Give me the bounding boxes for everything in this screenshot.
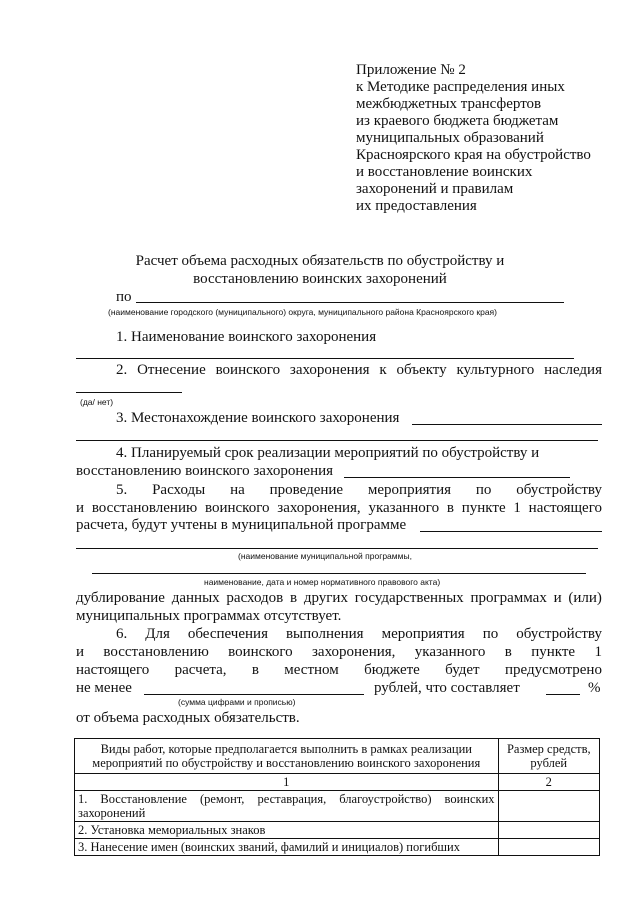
word: и [553,590,562,606]
item6-rubles-text: рублей, что составляет [374,680,520,696]
word: расходов [226,590,284,606]
word: настоящего [528,500,602,516]
word: проведение [269,482,344,498]
word: по [475,482,492,498]
item2-input-line[interactable] [76,392,182,393]
po-input-line[interactable] [136,302,564,303]
item4-input-line[interactable] [344,477,570,478]
po-label: по [116,289,132,305]
item1-label: 1. Наименование воинского захоронения [116,329,377,345]
item6-percent-sign: % [588,680,601,696]
appendix-line: муниципальных образований [356,130,544,146]
word: наследия [544,362,602,378]
word: 5. [116,482,128,498]
item6-line2 [76,643,602,661]
word: на [230,482,245,498]
word: дублирование [76,590,165,606]
appendix-line: Красноярского края на обустройство [356,147,591,163]
word: настоящего [76,662,150,678]
word: указанного [368,500,440,516]
title-line: Расчет объема расходных обязательств по обустройству и [135,253,505,269]
word: воинского [228,644,293,660]
table-row [75,822,600,839]
word: в [446,500,454,516]
word: Отнесение [137,362,206,378]
item5-line1 [116,481,602,499]
col1-number: 1 [75,774,499,791]
table-row [75,791,600,822]
appendix-line: их предоставления [356,198,477,214]
header-works: Виды работ, которые предполагается выполнить в рамках реализации мероприятий по обустройству и восстановлению воинского захоронения [75,739,499,774]
word: предусмотрено [504,662,602,678]
item5-input-line-c[interactable] [92,573,586,574]
item4-line2: восстановлению воинского захоронения [76,463,334,479]
amount-cell[interactable] [498,791,599,822]
word: программах [470,590,547,606]
word: будет [445,662,480,678]
item5-input-line-b[interactable] [76,548,598,549]
word: объекту [396,362,447,378]
word: пункте [531,644,576,660]
works-cell: 3. Нанесение имен (воинских званий, фамилий и инициалов) погибших [75,839,499,856]
appendix-block [356,62,591,215]
word: обеспечения [187,626,268,642]
word: восстановлению [103,644,209,660]
appendix-line: Приложение № 2 [356,62,466,78]
word: и [76,644,85,660]
item6-percent-input-line[interactable] [546,694,580,695]
word: обустройству [516,482,602,498]
item5-line3: расчета, будут учтены в муниципальной программе [76,517,407,533]
appendix-line: из краевого бюджета бюджетам [356,113,559,129]
word: захоронения, [277,500,361,516]
works-cell: 2. Установка мемориальных знаков [75,822,499,839]
item6-last-line: от объема расходных обязательств. [76,710,300,726]
word: восстановлению [91,500,198,516]
word: (или) [568,590,602,606]
item5-line4 [76,589,602,607]
word: в [504,644,512,660]
item2-caption: (да/ нет) [80,397,114,407]
word: и [76,500,85,516]
amount-cell[interactable] [498,822,599,839]
word: Для [145,626,170,642]
item6-not-less: не менее [76,680,132,696]
item5-input-line-a[interactable] [420,531,602,532]
word: захоронения [289,362,370,378]
word: 6. [116,626,128,642]
word: местном [284,662,339,678]
word: выполнения [285,626,364,642]
word: к [379,362,387,378]
title-line: восстановлению воинских захоронений [193,271,447,287]
word: мероприятия [367,482,451,498]
word: указанного [414,644,486,660]
po-caption: (наименование городского (муниципального) округа, муниципального района Красноярского края) [108,307,497,317]
item6-line3 [76,661,602,679]
table-number-row [75,774,600,791]
word: 1 [513,500,521,516]
word: 1 [594,644,602,660]
item1-input-line[interactable] [76,358,574,359]
word: государственных [354,590,464,606]
word: обустройству [516,626,602,642]
amount-cell[interactable] [498,839,599,856]
page-title [0,252,640,288]
word: воинского [215,362,281,378]
col2-number: 2 [498,774,599,791]
item5-caption1: (наименование муниципальной программы, [238,551,412,561]
word: бюджете [364,662,420,678]
word: захоронения, [312,644,396,660]
item3-label: 3. Местонахождение воинского захоронения [116,410,400,426]
word: пункте [461,500,506,516]
header-amount: Размер средств, рублей [498,739,599,774]
item6-sum-input-line[interactable] [144,694,364,695]
works-cell: 1. Восстановление (ремонт, реставрация, благоустройство) воинских захоронений [75,791,499,822]
item4-line1: 4. Планируемый срок реализации мероприятий по обустройству и [116,445,540,461]
word: Расходы [152,482,206,498]
word: в [290,590,298,606]
word: в [251,662,259,678]
item3-input-line-a[interactable] [412,424,602,425]
appendix-line: межбюджетных трансфертов [356,96,542,112]
item6-line1 [116,625,602,643]
works-table [74,738,600,856]
word: расчета, [174,662,227,678]
word: других [303,590,348,606]
word: культурного [456,362,535,378]
item3-input-line-b[interactable] [76,440,598,441]
item6-caption: (сумма цифрами и прописью) [178,697,296,707]
word: данных [171,590,220,606]
item5-caption2: наименование, дата и номер нормативного правового акта) [204,577,441,587]
appendix-line: захоронений и правилам [356,181,514,197]
word: 2. [116,362,128,378]
table-row [75,839,600,856]
word: воинского [204,500,270,516]
item2-label [116,361,602,379]
item5-line2 [76,499,602,517]
appendix-line: и восстановление воинских [356,164,533,180]
item5-line5: муниципальных программах отсутствует. [76,608,342,624]
table-header-row [75,739,600,774]
word: по [482,626,499,642]
word: мероприятия [381,626,465,642]
appendix-line: к Методике распределения иных [356,79,565,95]
